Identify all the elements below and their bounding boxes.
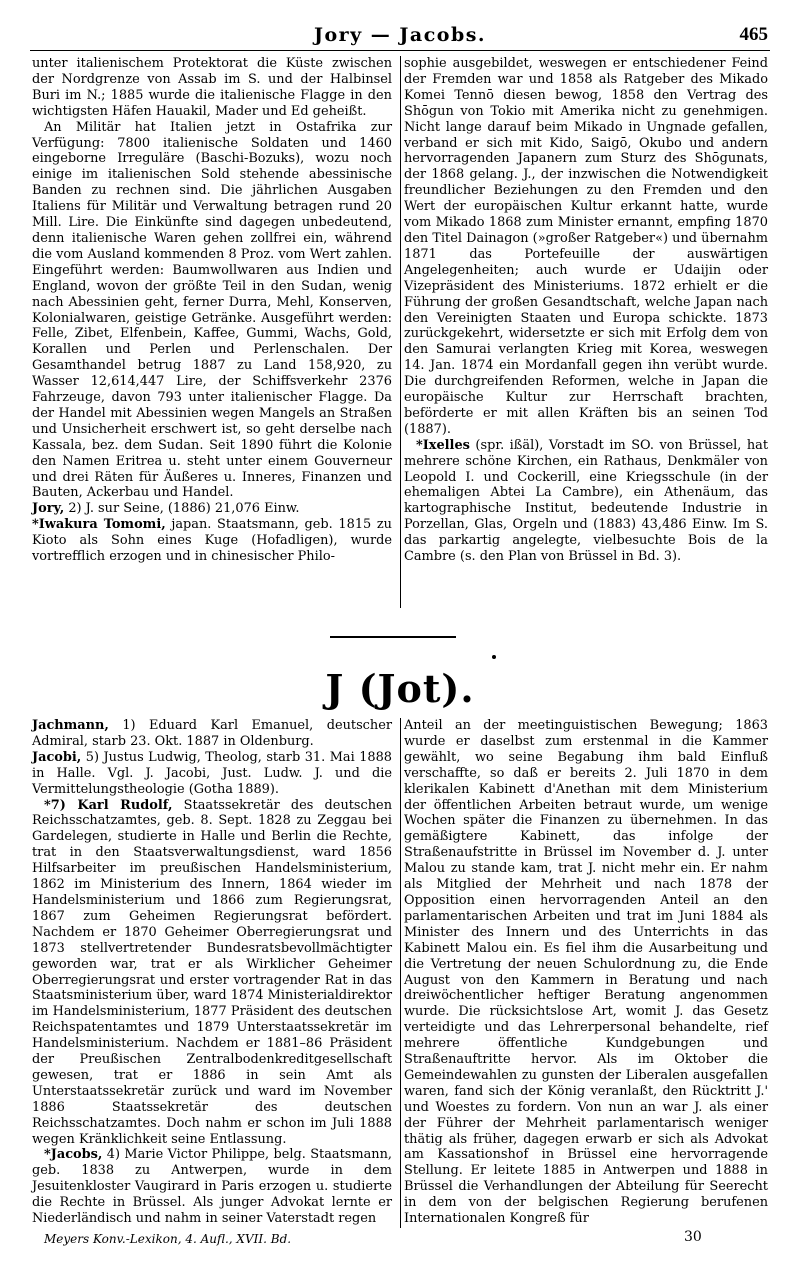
entry-headword: Jachmann, bbox=[32, 718, 109, 733]
page-header bbox=[30, 22, 770, 51]
paragraph: unter italienischem Protektorat die Küste zwischen der Nordgrenze von Assab im S. und der Halbinsel Buri im N.; 1885 wurde die italienische Flagge in den wichtigsten Häfen Hauakil, Mader und Ed geheißt. bbox=[32, 56, 392, 119]
entry-headword: Jory, bbox=[32, 501, 65, 517]
entry-headword: *Jacobs, bbox=[44, 1147, 103, 1163]
running-title: Jory — Jacobs. bbox=[313, 24, 487, 46]
entry-jacobi-karl bbox=[32, 798, 392, 1148]
entry-headword: *7) Karl Rudolf, bbox=[44, 797, 173, 813]
entry-jacobs bbox=[32, 1147, 392, 1227]
entry-text: Staatssekretär des deutschen Reichsschatzamtes, geb. 8. Sept. 1828 zu Zeggau bei Gardelegen, studierte in Halle und Berlin die Rechte, trat in den Staatsverwaltungsdienst, ward 1856 Hilfsarbeiter im preußischen Handelsministerium, 1862 im Ministerium des Innern, 1864 wieder im Handelsministerium und 1866 zum Regierungsrat, 1867 zum Geheimen Regierungsrat befördert. Nachdem er 1870 Geheimer Oberregierungsrat und 1873 stellvertretender Bundesratsbevollmächtigter geworden war, trat er als Wirklicher Geheimer Oberregierungsrat und erster vortragender Rat in das Staatsministerium über, ward 1874 Ministerialdirektor im Handelsministerium, 1877 Präsident des deutschen Reichspatentamtes und 1879 Unterstaatssekretär im Handelsministerium. Nachdem er 1881–86 Präsident der Preußischen Zentralbodenkreditgesellschaft gewesen, trat er 1886 in sein Amt als Unterstaatssekretär zurück und ward im November 1886 Staatssekretär des deutschen Reichsschatzamtes. Doch nahm er schon im Juli 1888 wegen Kränklichkeit seine Entlassung. bbox=[32, 797, 392, 1147]
entry-text: 2) J. sur Seine, (1886) 21,076 Einw. bbox=[64, 501, 300, 517]
entry-headword: *Ixelles bbox=[416, 437, 470, 453]
footer-sheet-number: 30 bbox=[684, 1229, 702, 1245]
column-divider bbox=[400, 718, 401, 1228]
page-number: 465 bbox=[739, 24, 768, 45]
entry-text: (spr. ißäl), Vorstadt im SO. von Brüssel, hat mehrere schöne Kirchen, ein Rathaus, Denkmäler von Leopold I. und Cockerill, eine Kriegsschule (in der ehemaligen Abtei La Cambre), ein Athenäum, das kartographische Institut, bedeutende Industrie in Porzellan, Glas, Orgeln und (1883) 43,486 Einw. Im S. das parkartig angelegte, vielbesuchte Bois de la Cambre (s. den Plan von Brüssel in Bd. 3). bbox=[404, 437, 768, 565]
entry-ixelles bbox=[404, 438, 768, 565]
paragraph: sophie ausgebildet, weswegen er entschiedener Feind der Fremden war und 1858 als Ratgeber des Mikado Komei Tennō diesen bewog, 1858 den Vertrag des Shōgun von Tokio mit Amerika nicht zu genehmigen. Nicht lange darauf beim Mikado in Ungnade gefallen, verband er sich mit Kido, Saigō, Okubo und andern hervorragenden Japanern zum Sturz des Shōgunats, der 1868 gelang. J., der inzwischen die Notwendigkeit freundlicher Beziehungen zu den Fremden und den Wert der europäischen Kultur erkannt hatte, wurde vom Mikado 1868 zum Minister ernannt, empfing 1870 den Titel Dainagon (»großer Ratgeber«) und übernahm 1871 das Portefeuille der auswärtigen Angelegenheiten; auch wurde er Udaijin oder Vizepräsident des Ministeriums. 1872 erhielt er die Führung der großen Gesandtschaft, welche Japan nach den Vereinigten Staaten und Europa schickte. 1873 zurückgekehrt, widersetzte er sich mit Erfolg dem von den Samurai verlangten Krieg mit Korea, weswegen 14. Jan. 1874 ein Mordanfall gegen ihn verübt wurde. Die durchgreifenden Reformen, welche in Japan die europäische Kultur zur Herrschaft brachten, beförderte er mit allen Kräften bis an seinen Tod (1887). bbox=[404, 56, 768, 437]
entry-headword: Jacobi, bbox=[32, 749, 82, 765]
entry-iwakura bbox=[32, 517, 392, 565]
entry-headword: *Iwakura Tomomi, bbox=[32, 517, 166, 533]
paragraph: An Militär hat Italien jetzt in Ostafrika zur Verfügung: 7800 italienische Soldaten und 1460 eingeborne Irreguläre (Baschi-Bozuks), wozu noch einige im italienischen Sold stehende abessinische Banden zu rechnen sind. Die jährlichen Ausgaben Italiens für Militär und Verwaltung betragen rund 20 Mill. Lire. Die Einkünfte sind dagegen unbedeutend, denn italienische Waren gehen zollfrei ein, während die vom Ausland kommenden 8 Proz. vom Wert zahlen. Eingeführt werden: Baumwollwaren aus Indien und England, wovon der größte Teil in den Sudan, wenig nach Abessinien geht, ferner Durra, Mehl, Konserven, Kolonialwaren, geistige Getränke. Ausgeführt werden: Felle, Zibet, Elfenbein, Kaffee, Gummi, Wachs, Gold, Korallen und Perlen und Perlenschalen. Der Gesamthandel betrug 1887 zu Land 158,920, zu Wasser 12,614,447 Lire, der Schiffsverkehr 2376 Fahrzeuge, davon 793 unter italienischer Flagge. Da der Handel mit Abessinien wegen Mangels an Straßen und Unsicherheit erschwert ist, so geht derselbe nach Kassala, bez. dem Sudan. Seit 1890 führt die Kolonie den Namen Eritrea u. steht unter einem Gouverneur und drei Räten für Äußeres u. Inneres, Finanzen und Bauten, Ackerbau und Handel. bbox=[32, 119, 392, 501]
top-left-column bbox=[32, 56, 392, 565]
section-divider bbox=[330, 636, 456, 638]
entry-text: 4) Marie Victor Philippe, belg. Staatsmann, geb. 1838 zu Antwerpen, wurde in dem Jesuitenkloster Vaugirard in Paris erzogen u. studierte die Rechte in Brüssel. Als junger Advokat lernte er Niederländisch und nahm in seiner Vaterstadt regen bbox=[32, 1147, 392, 1227]
entry-text: 5) Justus Ludwig, Theolog, starb 31. Mai 1888 in Halle. Vgl. J. Jacobi, Just. Ludw. J. und die Vermittelungstheologie (Gotha 1889). bbox=[32, 749, 392, 797]
entry-text: 1) Eduard Karl Emanuel, deutscher Admiral, starb 23. Okt. 1887 in Oldenburg. bbox=[32, 718, 392, 749]
column-divider bbox=[400, 56, 401, 608]
bottom-right-column bbox=[404, 718, 768, 1227]
entry-jacobi bbox=[32, 750, 392, 798]
entry-jachmann bbox=[32, 718, 392, 750]
printer-dot bbox=[492, 655, 496, 659]
entry-text: japan. Staatsmann, geb. 1815 zu Kioto als Sohn eines Kuge (Hofadligen), wurde vortrefflich erzogen und in chinesischer Philo- bbox=[32, 517, 392, 565]
entry-jory bbox=[32, 501, 392, 517]
footer-signature: Meyers Konv.-Lexikon, 4. Aufl., XVII. Bd. bbox=[44, 1232, 292, 1246]
bottom-left-column bbox=[32, 718, 392, 1227]
top-right-column bbox=[404, 56, 768, 565]
paragraph: Anteil an der meetinguistischen Bewegung; 1863 wurde er daselbst zum erstenmal in die Kammer gewählt, wo seine Begabung ihm bald Einfluß verschaffte, so daß er bereits 2. Juli 1870 in dem klerikalen Kabinett d'Anethan mit dem Ministerium der öffentlichen Arbeiten betraut wurde, um wenige Wochen später die Finanzen zu übernehmen. In das gemäßigtere Kabinett, das infolge der Straßenaufstritte in Brüssel im November d. J. unter Malou zu stande kam, trat J. nicht mehr ein. Er nahm als Mitglied der Mehrheit und nach 1878 der Opposition einen hervorragenden Anteil an den parlamentarischen Arbeiten und trat im Juni 1884 als Minister des Innern und des Unterrichts in das Kabinett Malou ein. Es fiel ihm die Ausarbeitung und die Vertretung der neuen Schulordnung zu, die Ende August von den Kammern in Beratung und nach dreiwöchentlicher heftiger Beratung angenommen wurde. Die rücksichtslose Art, womit J. das Gesetz verteidigte und das Lehrerpersonal behandelte, rief mehrere öffentliche Kundgebungen und Straßenauftritte hervor. Als im Oktober die Gemeindewahlen zu gunsten der Liberalen ausgefallen waren, fand sich der König veranlaßt, den Rücktritt J.' und Woestes zu fordern. Von nun an war J. als einer der Führer der Mehrheit parlamentarisch weniger thätig als früher, dagegen erwarb er sich als Advokat am Kassationshof in Brüssel eine hervorragende Stellung. Er leitete 1885 in Antwerpen und 1888 in Brüssel die Verhandlungen der Abteilung für Seerecht in dem von der belgischen Regierung berufenen Internationalen Kongreß für bbox=[404, 718, 768, 1227]
section-heading: J (Jot). bbox=[325, 666, 475, 711]
